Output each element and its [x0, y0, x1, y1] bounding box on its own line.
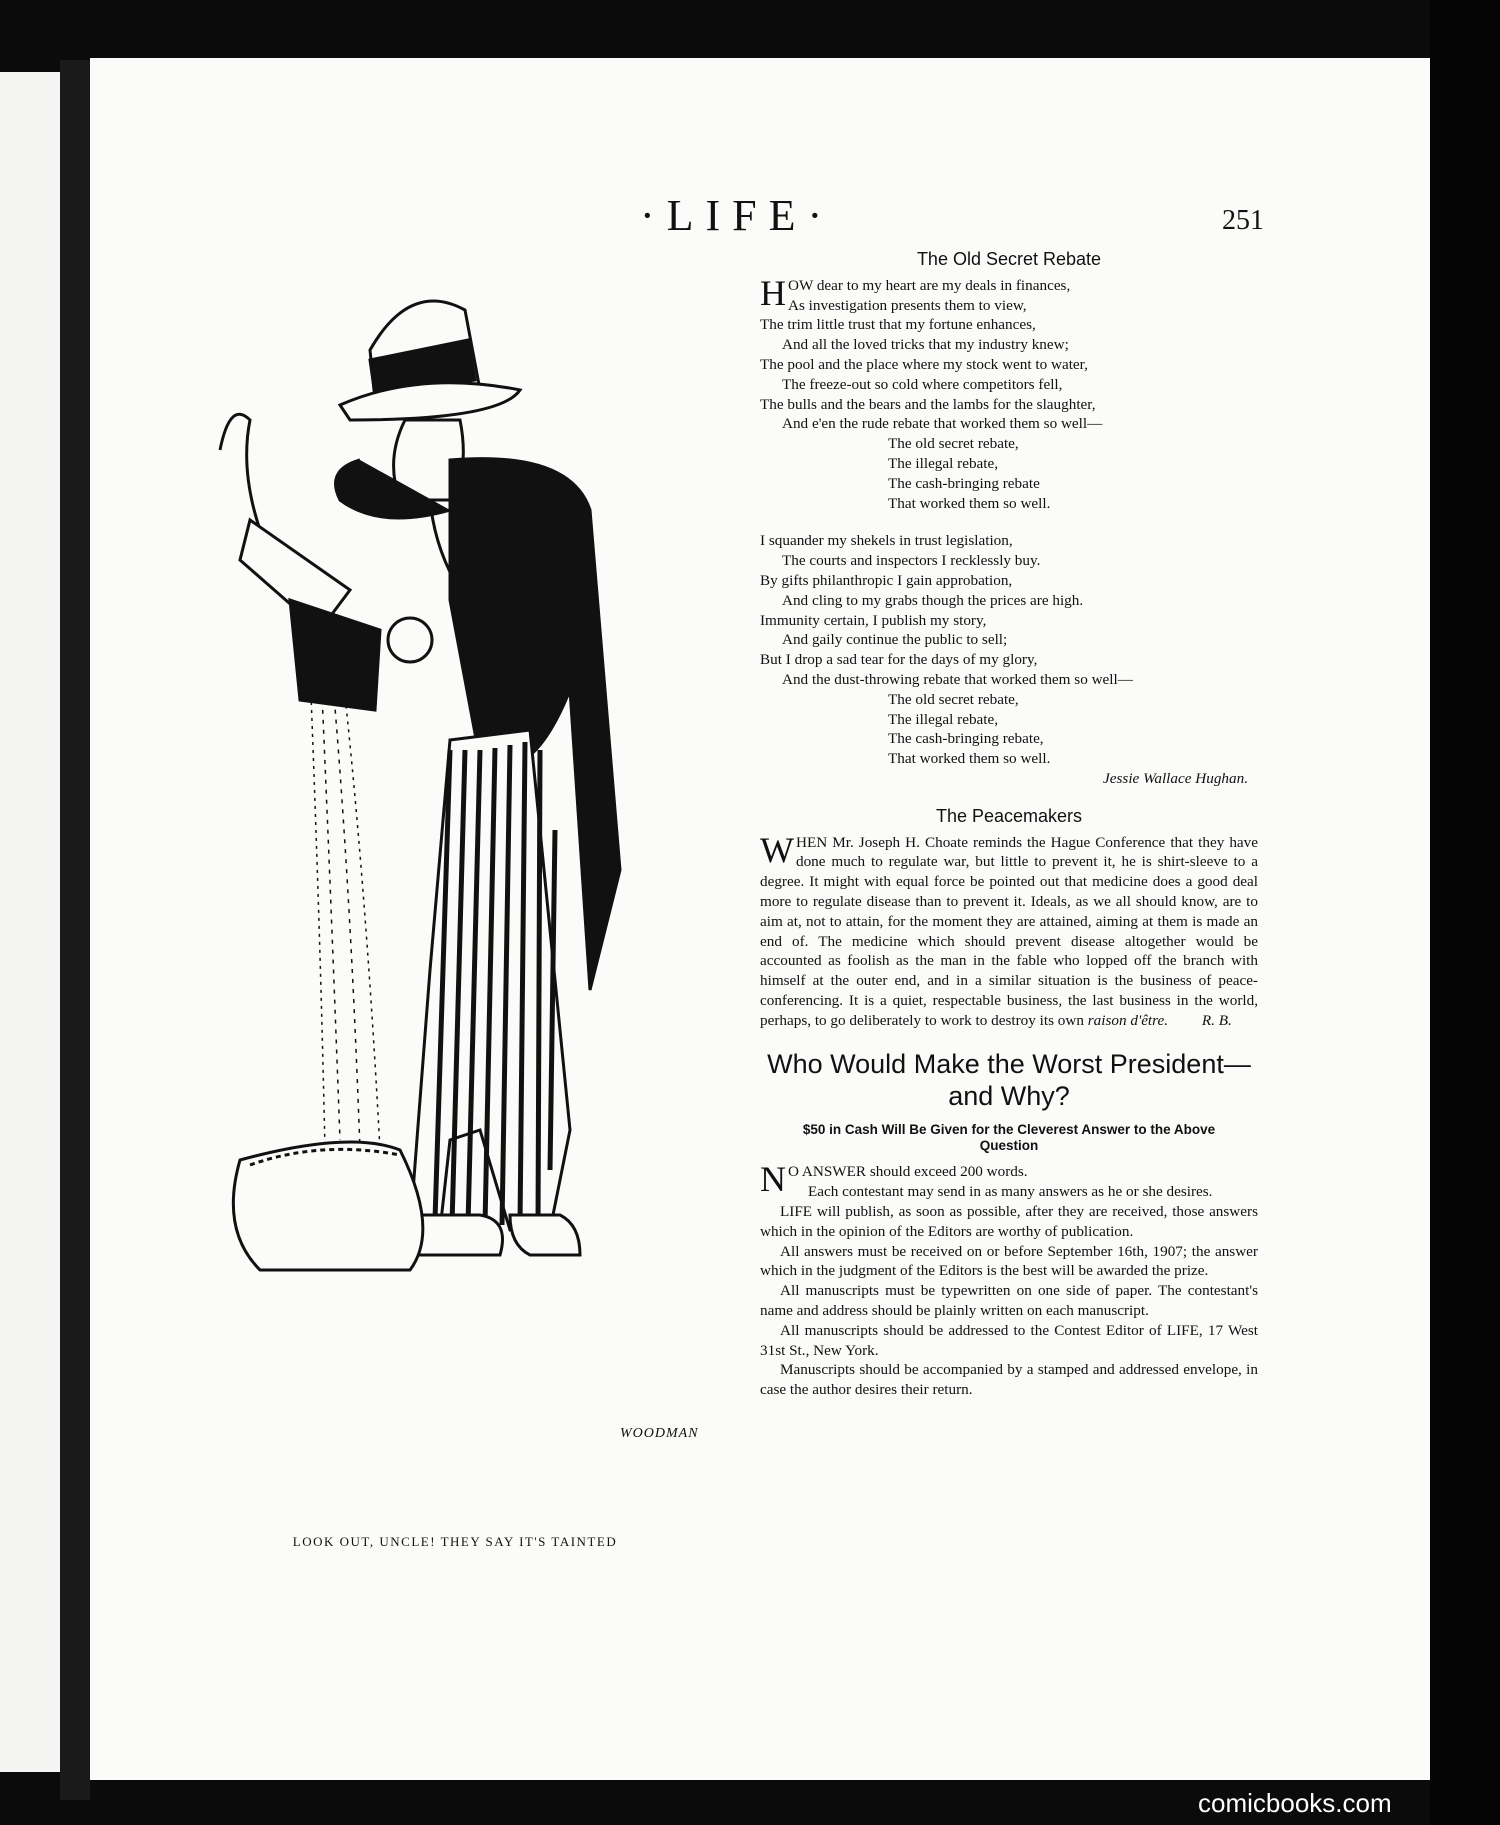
rule-paragraph: All manuscripts should be addressed to the Contest Editor of LIFE, 17 West 31st St., New York.	[760, 1321, 1258, 1359]
poem-line: The courts and inspectors I recklessly buy.	[782, 552, 1041, 570]
poem-author: Jessie Wallace Hughan.	[1103, 769, 1248, 787]
poem-line: That worked them so well.	[888, 494, 1051, 512]
uncle-sam-cartoon	[150, 270, 750, 1520]
site-watermark: comicbooks.com	[1198, 1788, 1392, 1818]
poem-line: And cling to my grabs though the prices are high.	[782, 591, 1084, 609]
masthead: ·LIFE·	[640, 191, 835, 240]
cartoon-caption: LOOK OUT, UNCLE! THEY SAY IT'S TAINTED	[292, 1534, 618, 1549]
peacemakers-signature: R. B.	[1201, 1011, 1232, 1029]
dropcap: N	[760, 1159, 786, 1200]
poem-line: By gifts philanthropic I gain approbation,	[760, 571, 1013, 589]
dropcap: W	[760, 829, 794, 870]
text-column	[760, 250, 1258, 1400]
rule-paragraph: LIFE will publish, as soon as possible, after they are received, those answers which in the opinion of the Editors are worthy of publication.	[760, 1203, 1258, 1240]
poem-line: The old secret rebate,	[888, 690, 1019, 708]
peacemakers-title: The Peacemakers	[935, 805, 1083, 826]
poem-line: That worked them so well.	[888, 750, 1051, 768]
rule-paragraph: All manuscripts must be typewritten on one side of paper. The contestant's name and address should be plainly written on each manuscript.	[760, 1282, 1258, 1320]
rule-paragraph: Manuscripts should be accompanied by a stamped and addressed envelope, in case the author desires their return.	[760, 1361, 1258, 1399]
scan-background	[1430, 0, 1500, 1825]
poem-stanza-2	[760, 531, 1258, 788]
poem-line: Immunity certain, I publish my story,	[760, 611, 987, 629]
poem-line: I squander my shekels in trust legislation,	[760, 532, 1013, 550]
poem-title: The Old Secret Rebate	[916, 249, 1102, 269]
poem-stanza-1: HOW dear to my heart are my deals in finances, As investigation presents them to view, The trim little trust that my fortune enhances, And all the loved tricks that my industry knew; The pool and the place where my stock went to water, The freeze-out so cold where competitors fell, The bulls and the bears and the lambs for the slaughter, And e'en the rude rebate that worked them so well— The old secret rebate, The illegal rebate, The cash-bringing rebate That worked them so well.	[760, 276, 1258, 514]
poem-line: The cash-bringing rebate	[888, 474, 1040, 492]
poem-line: The old secret rebate,	[888, 435, 1019, 453]
poem-line: And e'en the rude rebate that worked them so well—	[782, 415, 1103, 433]
poem-line: The freeze-out so cold where competitors fell,	[782, 375, 1063, 393]
peacemakers-body: WHEN Mr. Joseph H. Choate reminds the Hague Conference that they have done much to regulate war, but little to prevent it, he is shirt-sleeve to a degree. It might with equal force be pointed out that medicine does a good deal more to regulate disease than to prevent it. Ideals, as we all should know, are to aim at, not to attain, for the moment they are attained, aiming at them is made an end of. The medicine which should prevent disease altogether would be accounted as foolish as the man in the fable who lopped off the branch with himself at the outer end, and in a similar situation is the business of peace-conferencing. It is a quiet, respectable business, the last business in the world, perhaps, to go deliberately to work to destroy its own raison d'être. R. B.	[760, 829, 1258, 1029]
poem-line: And gaily continue the public to sell;	[782, 631, 1008, 649]
binding-gutter	[60, 60, 90, 1800]
poem-line: But I drop a sad tear for the days of my glory,	[760, 651, 1038, 669]
poem-line: The trim little trust that my fortune enhances,	[760, 316, 1036, 334]
dropcap: H	[760, 272, 786, 313]
contest-title: Who Would Make the Worst President—and Why?	[767, 1049, 1251, 1112]
poem-line: And all the loved tricks that my industry knew;	[782, 336, 1069, 354]
falling-coins	[310, 650, 380, 1150]
rule-paragraph: All answers must be received on or before September 16th, 1907; the answer which in the judgment of the Editors is the best will be awarded the prize.	[760, 1242, 1258, 1280]
page-number: 251	[1222, 205, 1264, 236]
artist-signature: WOODMAN	[620, 1426, 699, 1441]
poem-line: The cash-bringing rebate,	[888, 730, 1044, 748]
striped-trousers	[410, 730, 570, 1230]
poem-line: The bulls and the bears and the lambs for the slaughter,	[760, 395, 1096, 413]
uncle-sam-figure	[220, 301, 620, 1270]
contest-rules: N O ANSWER should exceed 200 words. Each contestant may send in as many answers as he or she desires. LIFE will publish, as soon as possible, after they are received, those answers which in the opinion of the Editors are worthy of publication. All answers must be received on or before September 16th, 1907; the answer which in the judgment of the Editors is the best will be awarded the prize. All manuscripts must be typewritten on one side of paper. The contestant's name and address should be plainly written on each manuscript. All manuscripts should be addressed to the Contest Editor of LIFE, 17 West 31st St., New York. Manuscripts should be accompanied by a stamped and addressed envelope, in case the author desires their return.	[760, 1159, 1258, 1399]
poem-line: The pool and the place where my stock went to water,	[760, 355, 1088, 373]
poem-line: As investigation presents them to view,	[788, 296, 1027, 314]
poem-line: And the dust-throwing rebate that worked them so well—	[782, 670, 1133, 688]
rule-paragraph: Each contestant may send in as many answers as he or she desires.	[808, 1183, 1213, 1201]
previous-page-edge	[0, 72, 60, 1772]
poem-line: The illegal rebate,	[888, 454, 999, 472]
poem	[760, 272, 1258, 789]
poem-line: The illegal rebate,	[888, 710, 999, 728]
contest-subtitle: $50 in Cash Will Be Given for the Cleverest Answer to the Above Question	[802, 1122, 1216, 1154]
